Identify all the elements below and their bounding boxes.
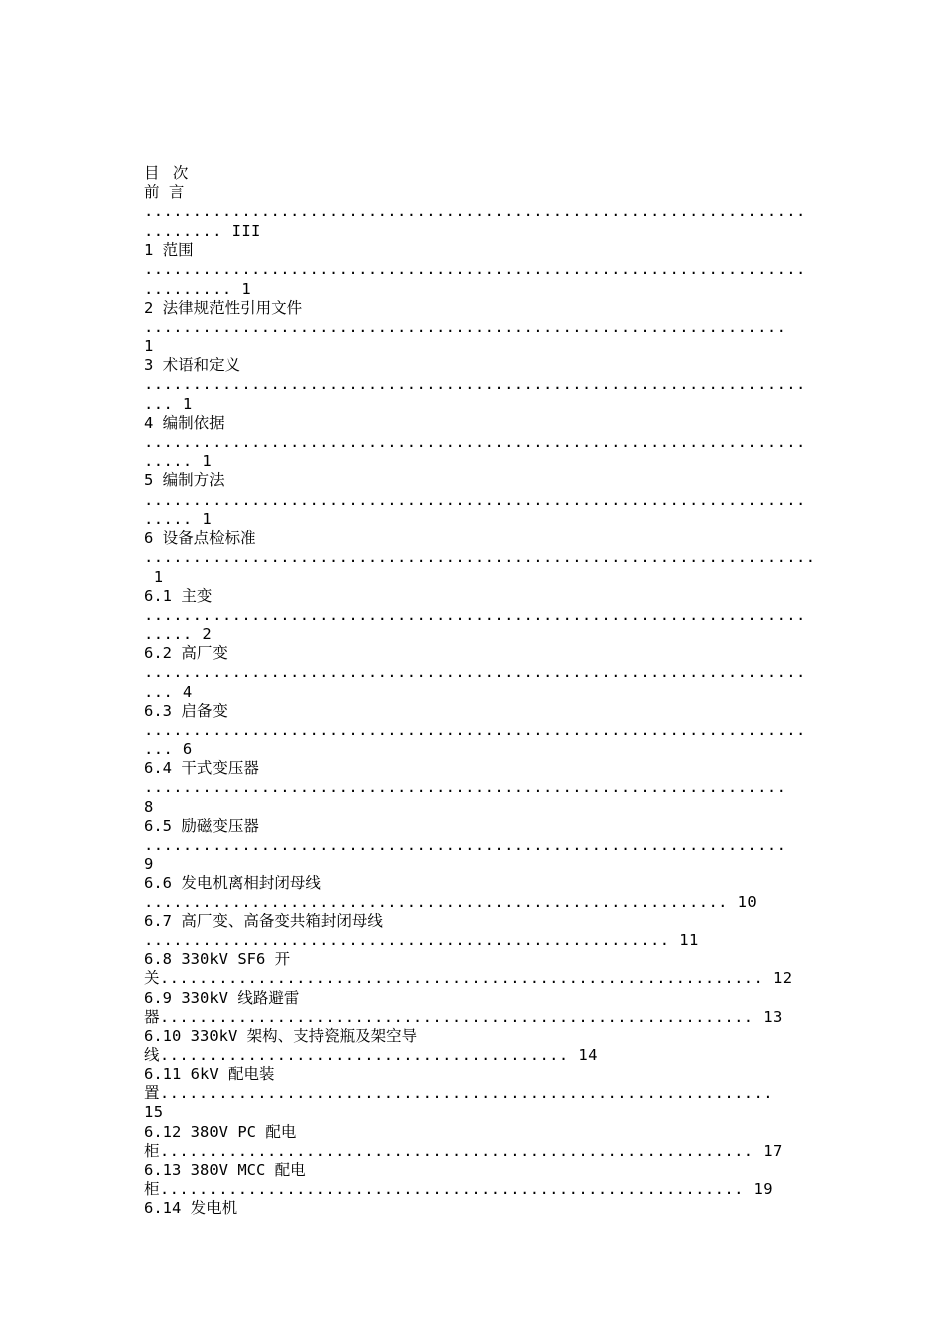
toc-entry-leader: 柜............................................................ 19: [144, 1180, 774, 1198]
toc-entry-title[interactable]: 6.5 励磁变压器: [144, 817, 259, 835]
toc-entry-leader: ..... 1: [144, 452, 213, 470]
toc-entry-leader: ....................................................................: [144, 260, 806, 278]
toc-entry-title[interactable]: 6.6 发电机离相封闭母线: [144, 874, 321, 892]
toc-entry-leader: ....................................................................: [144, 721, 806, 739]
toc-entry-title[interactable]: 1 范围: [144, 241, 194, 259]
toc-entry-title[interactable]: 5 编制方法: [144, 471, 225, 489]
toc-entry-leader: .....................................................................: [144, 548, 816, 566]
toc-entry-title[interactable]: 6.12 380V PC 配电: [144, 1123, 297, 1141]
toc-entry-title[interactable]: 6.14 发电机: [144, 1199, 238, 1217]
toc-entry-title[interactable]: 6.1 主变: [144, 587, 213, 605]
toc-entry-leader: 1: [144, 337, 154, 355]
toc-entry-title[interactable]: 6.11 6kV 配电装: [144, 1065, 275, 1083]
toc-entry-leader: 关.............................................................. 12: [144, 969, 793, 987]
toc-entry-leader: ..... 2: [144, 625, 213, 643]
toc-entry-title[interactable]: 6 设备点检标准: [144, 529, 256, 547]
toc-entry-leader: ....................................................................: [144, 663, 806, 681]
toc-entry-title[interactable]: 6.3 启备变: [144, 702, 228, 720]
toc-entry-title[interactable]: 2 法律规范性引用文件: [144, 299, 303, 317]
toc-title: 目 次: [144, 164, 191, 182]
toc-entry-leader: ....................................................................: [144, 202, 806, 220]
toc-entry-leader: ......... 1: [144, 280, 252, 298]
toc-entry-title[interactable]: 4 编制依据: [144, 414, 225, 432]
toc-entry-leader: 置...............................................................: [144, 1084, 774, 1102]
toc-entry-leader: ... 6: [144, 740, 193, 758]
toc-entry-leader: 器............................................................. 13: [144, 1008, 783, 1026]
toc-entry-title[interactable]: 前 言: [144, 183, 185, 201]
toc-entry-leader: ...................................................... 11: [144, 931, 699, 949]
toc-entry-leader: ... 1: [144, 395, 193, 413]
toc-entry-title[interactable]: 3 术语和定义: [144, 356, 241, 374]
toc-entry-leader: ....................................................................: [144, 606, 806, 624]
toc-entry-title[interactable]: 6.9 330kV 线路避雷: [144, 989, 300, 1007]
toc-entry-leader: ..................................................................: [144, 836, 787, 854]
toc-entry-leader: ..... 1: [144, 510, 213, 528]
toc-entry-leader: 柜............................................................. 17: [144, 1142, 783, 1160]
toc-entry-leader: ............................................................ 10: [144, 893, 758, 911]
toc-entry-leader: ..................................................................: [144, 318, 787, 336]
toc-entry-leader: 线.......................................... 14: [144, 1046, 598, 1064]
toc-entry-title[interactable]: 6.7 高厂变、高备变共箱封闭母线: [144, 912, 383, 930]
toc-entry-title[interactable]: 6.2 高厂变: [144, 644, 228, 662]
toc-entry-leader: ....................................................................: [144, 375, 806, 393]
toc-entry-title[interactable]: 6.10 330kV 架构、支持瓷瓶及架空导: [144, 1027, 418, 1045]
toc-entry-title[interactable]: 6.4 干式变压器: [144, 759, 259, 777]
toc-entry-title[interactable]: 6.8 330kV SF6 开: [144, 950, 291, 968]
toc-entry-leader: ........ III: [144, 222, 261, 240]
toc-entry-title[interactable]: 6.13 380V MCC 配电: [144, 1161, 306, 1179]
toc-entry-leader: 1: [144, 568, 164, 586]
toc-entry-leader: ....................................................................: [144, 491, 806, 509]
toc-entry-leader: 15: [144, 1103, 164, 1121]
toc-entry-leader: ....................................................................: [144, 433, 806, 451]
toc-entry-leader: ..................................................................: [144, 778, 787, 796]
toc-entry-leader: 8: [144, 798, 154, 816]
toc-entry-leader: 9: [144, 855, 154, 873]
toc-entry-leader: ... 4: [144, 683, 193, 701]
